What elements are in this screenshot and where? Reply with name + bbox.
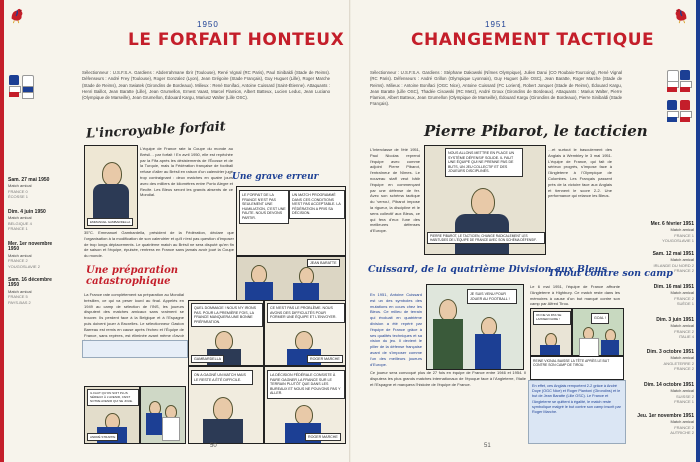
heading-tirou: Tirout contre son camp <box>548 268 673 279</box>
right-year: 1951 <box>485 20 507 29</box>
preparation-text: La France rate complètement sa préparation au Mondial brésilien, ce qui va peser lourd au final. Appelés en 1949 au camp de sélection de l'INS, les joueurs disputent des matches amicaux sans vraiment se trouver. Ils perdent face à la Belgique et à l'Espagne puis doivent jouer à Bruxelles. Le sélectionneur Gaston Barreau est remis en cause après l'échec et l'Équipe de France, sans repères, est éliminée avant même d'avoir <box>84 292 184 338</box>
caption-tirou: REINE VIGNAL BAISSE LA TÊTE APRÈS LE BUT CONTRE SON CAMP DE TIROU. <box>533 359 610 368</box>
match-type: Match amical <box>670 257 694 263</box>
panel-gambardella <box>84 145 138 229</box>
match-opponent: YOUGOSLAVIE 2 <box>8 263 40 269</box>
right-page-number: 51 <box>484 443 491 449</box>
match-score: FRANCE 2 <box>674 295 694 301</box>
match-score: FRANCE 1 <box>674 232 694 238</box>
page-gutter <box>349 0 351 462</box>
bubble-mid-2: CE N'EST PAS LE PROBLÈME. NOUS AVONS DES DIFFICULTÉS POUR FORMER UNE ÉQUIPE ET L'ENVOYER. <box>267 303 345 323</box>
match-date: Sam. 27 mai 1950 <box>8 177 50 183</box>
match-type: Match amical <box>8 252 32 258</box>
left-page-number: 50 <box>210 443 217 449</box>
caption-gambardella-2: GAMBARDELLA <box>191 355 224 363</box>
caption-roger-marche-2: ROGER MARCHE <box>305 433 341 441</box>
match-type: Match amical <box>670 323 694 329</box>
match-date: Mer. 1er novembre 1950 <box>8 241 53 253</box>
panel-players-field <box>140 386 186 444</box>
panel-tirou-caption <box>530 356 624 380</box>
panel-gambardella-2 <box>188 300 264 366</box>
timeline-item <box>630 222 694 244</box>
bubble-cuissard: JE SUIS VENU POUR JOUER AU FOOTBALL ! <box>467 289 517 304</box>
highlight-box <box>82 340 188 358</box>
timeline-item <box>630 252 694 274</box>
gambardella-text: 35°C. Emmanuel Gambardella, président de la Fédération, déclare que l'organisation à la modification de son calendrier et qu'il n'est pas question d'imposer de trop longs déplacements. Le quatrième match au Brésil ne sera disputé qu'en fin de saison et l'équipe, épuisée, rentrera en France sans jamais avoir joué la Coupe du monde. <box>84 230 234 259</box>
match-type: Match amical <box>670 355 694 361</box>
bubble-erreur-1: LE FORFAIT DE LA FRANCE N'EST PAS SEULEMENT UNE HUMILIATION, C'EST UNE FAUTE. NOUS DEVONS PARTIR. <box>239 190 289 224</box>
left-lineup: Sélectionneur : U.S.F.S.A. Gardiens : Abderrahmane Ibrir (Toulouse), René Vignal (RC Paris), Paul Sinibaldi (Stade de Reims). Défenseurs : André Frey (Toulouse), Roger Gonzalez (Lyon), Jean Grégoire (Stade Français), Guy Huguet (Lille), Roger Marche (Stade de Reims), Jean Swiatek (Girondins de Bordeaux). Milieux : René Bonifaci, Antoine Cuissard (Saint-Étienne). Attaquants : Henri Baillot, Jean Baratte (Lille), Jean Grumellon, Ernest Vaast, Marcel Flamion, Albert Batteux, Lucien Leduc, Jean Luciano (Olympique de Marseille), Jean Grumellon, Édouard Kargu, Mariusz Walter (Lille OSC). <box>82 70 330 101</box>
bubble-pibarot: NOUS ALLONS METTRE EN PLACE UN SYSTÈME DÉFENSIF SOLIDE. IL FAUT UNE ÉQUIPE QUI NE PRENNE PAS DE BUTS, UN JEU COLLECTIF ET DES JOUEURS DISCIPLINÉS. <box>445 148 523 177</box>
match-date: Dim. 4 juin 1950 <box>8 209 46 215</box>
panel-roger-marche <box>264 300 346 366</box>
match-date: Dim. 3 octobre 1951 <box>646 349 694 355</box>
timeline-item <box>630 350 694 372</box>
caption-roger-marche: ROGER MARCHE <box>307 355 343 363</box>
tirou-text-2: En effet, ces Anglais remportent 2-2 grâce à André Doye (OGC Nice) et Roger Piantoni (Girondins) et le but de Jean Baratte (Lille OSC). Le France et l'Angleterre se quittent à égalité, le match reste symbolique malgré le but contre son camp inscrit par Roger Marche. <box>532 384 621 415</box>
tirou-highlight-box <box>528 380 626 444</box>
match-opponent: FRANCE 2 <box>674 268 694 274</box>
match-type: Match amical <box>670 419 694 425</box>
timeline-item <box>8 210 54 232</box>
match-opponent: SUÈDE 1 <box>676 301 694 307</box>
panel-cuissard <box>426 284 524 370</box>
match-score: FRANCE 2 <box>674 424 694 430</box>
match-type: Match amical <box>8 288 32 294</box>
pibarot-text-2: …et surtout le basculement des Anglais à Wembley le 3 mai 1951. L'équipe de France, qui fait de sérieux progrès, s'impose face à l'Angleterre à l'Olympique de Colombes. Les Français passent près de la victoire face aux Anglais et tiennent le score 2-2. Une performance qui relance les Bleus. <box>548 147 612 199</box>
match-date: Sam. 16 décembre 1950 <box>8 277 52 289</box>
heading-cuissard: Cuissard, de la quatrième Division aux Bleus <box>368 264 607 275</box>
match-score: FRANCE 5 <box>8 294 28 300</box>
match-opponent: AUTRICHE 2 <box>670 430 694 436</box>
match-score: IRLANDE DU NORD 2 <box>653 262 694 268</box>
match-score: ANGLETERRE 2 <box>663 360 694 366</box>
match-opponent: FRANCE 1 <box>8 226 28 232</box>
match-date: Dim. 14 octobre 1951 <box>643 382 694 388</box>
match-opponent: YOUGOSLAVIE 1 <box>662 238 694 244</box>
timeline-item <box>8 242 54 269</box>
right-edge-stripe <box>696 0 700 462</box>
rooster-icon <box>8 6 26 24</box>
match-type: Match amical <box>670 227 694 233</box>
timeline-item <box>630 414 694 436</box>
panel-bottom-1 <box>188 366 264 444</box>
match-score: SUISSE 2 <box>675 393 694 399</box>
caption-pibarot: PIERRE PIBAROT, LE TACTICIEN, CHANGE RADICALEMENT LES HABITUDES DE L'ÉQUIPE DE FRANCE AVEC SON SCHÉMA DÉFENSIF. <box>427 232 545 244</box>
match-date: Dim. 16 mai 1951 <box>653 284 694 290</box>
match-score: BELGIQUE 4 <box>8 220 32 226</box>
match-score: FRANCE 0 <box>8 188 28 194</box>
caption-jean-baratte: JEAN BARATTE <box>307 259 340 267</box>
panel-tirou-1 <box>530 308 572 356</box>
bubble-bottom-2: LA DÉCISION FÉDÉRALE CONSISTE À FAIRE GAGNER LA FRANCE SUR LE TERRAIN PLUTÔT QUE DANS LES BUREAUX ET NOUS NE POUVONS PAS Y ALLER. <box>267 370 345 399</box>
panel-andre-strappe <box>84 386 140 444</box>
panel-jean-baratte <box>236 256 346 302</box>
heading-incroyable-forfait: L'incroyable forfait <box>85 119 227 142</box>
timeline-item <box>630 285 694 307</box>
cuissard-text-2: Ce joueur sera convoqué plus de 27 fois en équipe de France entre 1946 et 1954. Il disputera les plus grands matches internationaux de l'époque face à l'Angleterre, l'Italie et l'Espagne et marquera l'histoire de l'équipe de France. <box>370 370 526 387</box>
match-type: Match amical <box>670 388 694 394</box>
timeline-item <box>8 178 54 200</box>
match-opponent: FRANCE 2 <box>674 366 694 372</box>
match-type: Match amical <box>8 215 32 221</box>
panel-bottom-2 <box>264 366 346 444</box>
rooster-icon <box>672 6 690 24</box>
bubble-bottom-1: ON A GAGNÉ UN MATCH MAIS LE RESTE A ÉTÉ DIFFICILE. <box>191 370 253 385</box>
panel-pibarot <box>424 145 546 255</box>
match-date: Dim. 3 juin 1951 <box>656 317 694 323</box>
bubble-preparation: IL FAUT QU'ON SOIT PLUS SÉRIEUX À L'AVENIR, C'EST NOTRE AVENIR QUI SE JOUE. <box>87 389 139 406</box>
match-score: FRANCE 2 <box>674 328 694 334</box>
heading-grave-erreur: Une grave erreur <box>232 172 319 182</box>
match-score: FRANCE 2 <box>8 258 28 264</box>
heading-pibarot: Pierre Pibarot, le tacticien <box>424 122 648 140</box>
match-date: Jeu. 1er novembre 1951 <box>637 413 694 419</box>
left-year: 1950 <box>197 20 219 29</box>
pibarot-text: L'Interclasse de l'été 1951, Paul Nicolas reprend l'équipe avec comme adjoint Pierre Pibarot, l'entraîneur de Nîmes. Le nouveau staff veut bâtir l'équipe en commençant par une défense de fer. Avec son schéma tactique du 'verrou', Pibarot impose la rigueur, la discipline et le sens collectif aux Bleus, ce qui fera d'eux l'une des meilleures défenses d'Europe. <box>370 147 420 234</box>
left-edge-stripe <box>0 0 4 462</box>
right-title: CHANGEMENT TACTIQUE <box>411 30 655 50</box>
panel-tirou-2 <box>572 308 624 356</box>
timeline-item <box>630 383 694 405</box>
caption-andre-strappe: ANDRÉ STRAPPE <box>87 433 118 441</box>
match-opponent: ITALIE 4 <box>678 334 694 340</box>
match-date: Sam. 12 mai 1951 <box>652 251 694 257</box>
match-opponent: PAYS-BAS 2 <box>8 299 31 305</box>
panel-erreur <box>236 186 346 256</box>
bubble-mid-1: QUEL DOMMAGE ! NOUS N'Y IRONS PAS. POUR LA PREMIÈRE FOIS, LA FRANCE MANQUERA UNE BONNE PRÉPARATION. <box>191 303 263 327</box>
heading-preparation: Une préparation catastrophique <box>86 265 179 287</box>
bubble-tirou: ON NE VA PAS SE LAISSER FAIRE ! <box>533 311 571 325</box>
caption-gambardella: EMMANUEL GAMBARDELLA <box>87 218 133 226</box>
match-date: Mer. 6 février 1951 <box>650 221 694 227</box>
match-type: Match amical <box>8 183 32 189</box>
tirou-text: Le 6 mai 1951, l'équipe de France affronte l'Angleterre à Highbury. Ce match reste dans les mémoires à cause d'un but marqué contre son camp par Alfred Tirou. <box>530 284 620 307</box>
match-opponent: ÉCOSSE 1 <box>8 194 29 200</box>
match-opponent: FRANCE 1 <box>674 399 694 405</box>
timeline-item <box>8 278 54 305</box>
timeline-item <box>630 318 694 340</box>
left-title: LE FORFAIT HONTEUX <box>128 30 345 50</box>
match-type: Match amical <box>670 290 694 296</box>
cuissard-text: En 1951, Antoine Cuissard est un des symboles des mutations en cours chez les Bleus. Ce milieu de terrain qui évoluait en quatrième division a été repéré par l'équipe de France grâce à ses qualités techniques et sa vision du jeu. Il devient le pilier de la défense française avant de s'imposer comme l'un des meilleurs joueurs d'Europe. <box>370 292 422 367</box>
forfait-text: L'équipe de France rate la Coupe du monde au Brésil… par forfait ! En avril 1950, elle est repêchée par la Fifa après les désistements de l'Écosse et de la Turquie, mais la Fédération française de football refuse d'aller au Brésil en raison d'un calendrier jugé trop contraignant : deux matches en quatre jours avec des milliers de kilomètres entre Porto Alegre et Recife. Les Bleus seront les grands absents de ce Mondial. <box>140 146 233 198</box>
bubble-tirou-goal: GOAL ! <box>591 313 609 324</box>
right-lineup: Sélectionneur : U.S.F.S.A. Gardiens : Stéphane Dakowski (Nîmes Olympique), Julien Darui (CO Roubaix-Tourcoing), René Vignal (RC Paris). Défenseurs : André Grillon (Olympique Lyonnais), Guy Huguet (Lille OSC), Jean Baratte, Roger Marche (Stade de Reims). Milieux : Antoine Bonifaci (OGC Nice), Antoine Cuissard (FC Lorient), Robert Jonquet (Stade de Reims), Édouard Kargu, Jean Baratte (Lille OSC), Thadée Cisowski (RC Metz), André Groux (Girondins de Bordeaux). Attaquants : Marius Walter, Pierre Flamion, Albert Batteux, Jean Grumellon (Olympique de Marseille), Édouard Kargu (Girondins de Bordeaux), Pierre Sinibaldi (Stade Français). <box>370 70 622 107</box>
bubble-erreur-2: UN MATCH PROGRAMMÉ DANS CES CONDITIONS N'EST PAS ACCEPTABLE. LA FÉDÉRATION A PRIS SA DÉCISION. <box>289 190 345 219</box>
